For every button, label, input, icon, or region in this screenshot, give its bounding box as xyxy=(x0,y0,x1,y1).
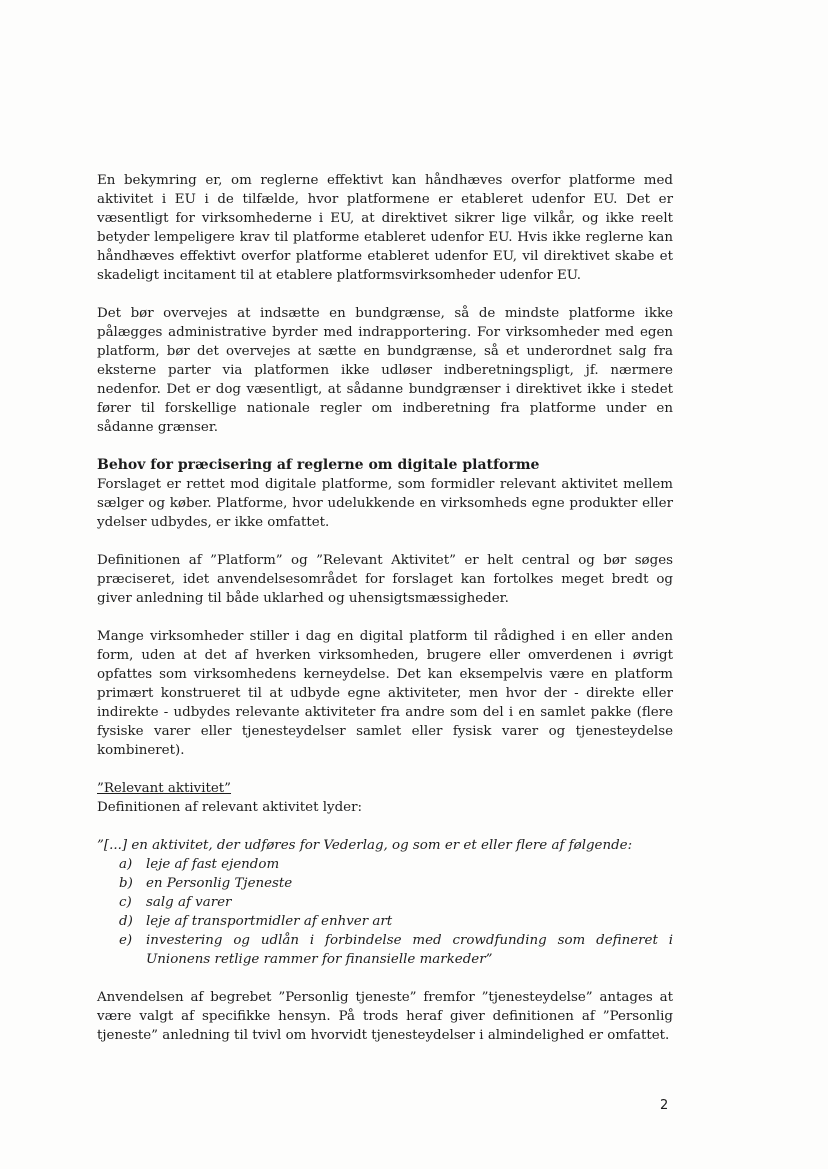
quote-intro: ”[...] en aktivitet, der udføres for Vederlag, og som er et eller flere af følgende: xyxy=(97,838,633,853)
list-marker: b) xyxy=(119,876,133,891)
paragraph-enforcement-concern: En bekymring er, om reglerne effektivt kan håndhæves overfor platforme med aktivitet i EU i de tilfælde, hvor platformene er etableret udenfor EU. Det er væsentligt for virksomhederne i EU, at direktivet sikrer lige vilkår, og ikke reelt betyder lempeligere krav til platforme etableret udenfor EU. Hvis ikke reglerne kan håndhæves effektivt overfor platforme etableret udenfor EU, vil direktivet skabe et skadeligt incitament til at etablere platformsvirksomheder udenfor EU. xyxy=(97,173,673,283)
list-marker: a) xyxy=(119,857,133,872)
list-item xyxy=(97,855,673,874)
paragraph-threshold: Det bør overvejes at indsætte en bundgrænse, så de mindste platforme ikke pålægges administrative byrder med indrapportering. For virksomheder med egen platform, bør det overvejes at sætte en bundgrænse, så et underordnet salg fra eksterne parter via platformen ikke udløser indberetningspligt, jf. nærmere nedenfor. Det er dog væsentligt, at sådanne bundgrænser i direktivet ikke i stedet fører til forskellige nationale regler om indberetning fra platforme under en sådanne grænser. xyxy=(97,306,673,435)
list-marker: c) xyxy=(119,895,132,910)
subheading-relevant-activity: ”Relevant aktivitet” xyxy=(97,781,232,796)
list-item-text: salg af varer xyxy=(146,895,232,910)
definition-intro: Definitionen af relevant aktivitet lyder: xyxy=(97,800,363,815)
paragraph-scope: Forslaget er rettet mod digitale platforme, som formidler relevant aktivitet mellem sælger og køber. Platforme, hvor udelukkende en virksomheds egne produkter eller ydelser udbydes, er ikke omfattet. xyxy=(97,477,673,530)
list-item-text: leje af transportmidler af enhver art xyxy=(146,914,393,929)
document-body xyxy=(97,171,673,1064)
list-item xyxy=(97,893,673,912)
list-item xyxy=(97,931,673,969)
section-heading: Behov for præcisering af reglerne om digitale platforme xyxy=(97,457,540,473)
list-marker: d) xyxy=(119,914,133,929)
paragraph-platform-examples: Mange virksomheder stiller i dag en digital platform til rådighed i en eller anden form, uden at det af hverken virksomheden, brugere eller omverdenen i øvrigt opfattes som virksomhedens kerneydelse. Det kan eksempelvis være en platform primært konstrueret til at udbyde egne aktiviteter, men hvor der - direkte eller indirekte - udbydes relevante aktiviteter fra andre som del i en samlet pakke (flere fysiske varer eller tjenesteydelser samlet eller fysisk varer og tjenesteydelse kombineret). xyxy=(97,629,673,758)
list-item xyxy=(97,874,673,893)
quote-list xyxy=(97,855,673,969)
page-number: 2 xyxy=(660,1098,669,1113)
list-item-text: leje af fast ejendom xyxy=(146,857,280,872)
list-item-text: en Personlig Tjeneste xyxy=(146,876,293,891)
paragraph-personal-service: Anvendelsen af begrebet ”Personlig tjeneste” fremfor ”tjenesteydelse” antages at være valgt af specifikke hensyn. På trods heraf giver definitionen af ”Personlig tjeneste” anledning til tvivl om hvorvidt tjenesteydelser i almindelighed er omfattet. xyxy=(97,990,673,1043)
list-item xyxy=(97,912,673,931)
paragraph-definitions: Definitionen af ”Platform” og ”Relevant Aktivitet” er helt central og bør søges præciseret, idet anvendelsesområdet for forslaget kan fortolkes meget bredt og giver anledning til både uklarhed og uhensigtsmæssigheder. xyxy=(97,553,673,606)
list-marker: e) xyxy=(119,933,133,948)
list-item-text: investering og udlån i forbindelse med crowdfunding som defineret i Unionens retlige rammer for finansielle markeder” xyxy=(146,933,673,967)
